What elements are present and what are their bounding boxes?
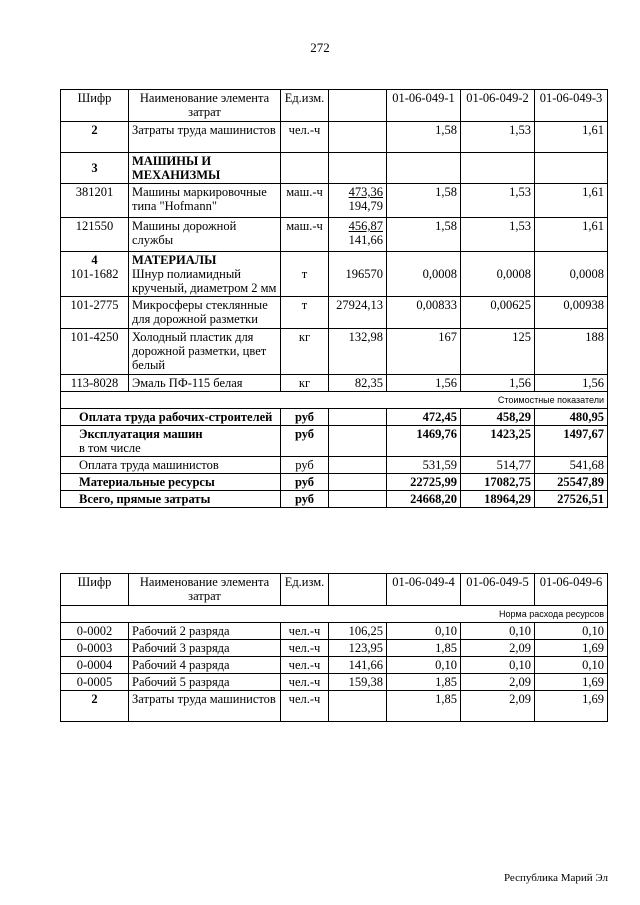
row-code: 121550	[61, 218, 129, 252]
summary-row	[61, 457, 608, 474]
table-row	[61, 657, 608, 674]
value-text: 0,0008	[569, 267, 604, 281]
header-code: Шифр	[61, 90, 129, 122]
row-code: 0-0005	[61, 674, 129, 691]
table-row	[61, 691, 608, 722]
section-title: МАШИНЫ И МЕХАНИЗМЫ	[129, 153, 281, 184]
header-col-1: 01-06-049-4	[387, 574, 461, 606]
row-code: 113-8028	[61, 375, 129, 392]
row-name-material: Шнур полиамидный крученый, диаметром 2 мм	[132, 267, 277, 295]
row-name: Машины маркировочные типа "Hofmann"	[129, 184, 281, 218]
summary-name: Оплата труда рабочих-строителей	[61, 409, 281, 426]
row-unit: кг	[281, 375, 329, 392]
section-row	[61, 252, 608, 297]
summary-price	[329, 426, 387, 457]
summary-value-2: 514,77	[461, 457, 535, 474]
price-labor: 194,79	[348, 199, 383, 213]
row-value-1: 1,85	[387, 640, 461, 657]
summary-value-1: 1469,76	[387, 426, 461, 457]
row-price	[329, 691, 387, 722]
row-unit: маш.-ч	[281, 218, 329, 252]
table-row	[61, 184, 608, 218]
header-name: Наименование элемента затрат	[129, 90, 281, 122]
price-current: 456,87	[348, 219, 383, 233]
summary-price	[329, 491, 387, 508]
row-unit: маш.-ч	[281, 184, 329, 218]
header-col-3: 01-06-049-6	[535, 574, 608, 606]
subheader-row	[61, 606, 608, 623]
summary-name: Всего, прямые затраты	[61, 491, 281, 508]
value-text: 0,0008	[422, 267, 457, 281]
row-value-3: 1,69	[535, 674, 608, 691]
row-value-1: 1,85	[387, 691, 461, 722]
row-value-2	[461, 252, 535, 297]
row-value-2: 0,00625	[461, 297, 535, 329]
row-name: Затраты труда машинистов	[129, 122, 281, 153]
row-price	[329, 184, 387, 218]
footer-region: Республика Марий Эл	[503, 872, 608, 884]
page-number: 272	[310, 40, 330, 55]
summary-row	[61, 474, 608, 491]
row-code: 0-0003	[61, 640, 129, 657]
row-value-3: 1,61	[535, 184, 608, 218]
row-price: 82,35	[329, 375, 387, 392]
summary-value-2: 17082,75	[461, 474, 535, 491]
header-col-3: 01-06-049-3	[535, 90, 608, 122]
summary-name: Материальные ресурсы	[61, 474, 281, 491]
row-code: 381201	[61, 184, 129, 218]
row-value-3	[535, 153, 608, 184]
summary-value-1: 24668,20	[387, 491, 461, 508]
row-value-2	[461, 153, 535, 184]
row-price: 27924,13	[329, 297, 387, 329]
row-unit: чел.-ч	[281, 623, 329, 640]
row-value-3: 0,10	[535, 657, 608, 674]
row-price: 132,98	[329, 329, 387, 375]
summary-value-1: 22725,99	[387, 474, 461, 491]
row-value-1: 0,10	[387, 657, 461, 674]
row-value-2: 1,53	[461, 122, 535, 153]
row-value-1	[387, 252, 461, 297]
row-value-3: 1,69	[535, 691, 608, 722]
summary-name: Оплата труда машинистов	[61, 457, 281, 474]
row-value-1: 0,10	[387, 623, 461, 640]
row-value-3	[535, 252, 608, 297]
row-value-2: 2,09	[461, 691, 535, 722]
row-name: Эмаль ПФ-115 белая	[129, 375, 281, 392]
summary-value-2: 1423,25	[461, 426, 535, 457]
row-value-3: 1,61	[535, 218, 608, 252]
header-price	[329, 90, 387, 122]
row-price	[329, 122, 387, 153]
row-price	[329, 153, 387, 184]
row-price	[329, 218, 387, 252]
table-row	[61, 623, 608, 640]
row-value-1: 167	[387, 329, 461, 375]
row-price: 159,38	[329, 674, 387, 691]
row-code: 2	[61, 691, 129, 722]
row-value-1: 1,56	[387, 375, 461, 392]
row-code: 101-4250	[61, 329, 129, 375]
summary-price	[329, 474, 387, 491]
summary-note: в том числе	[79, 441, 141, 455]
unit-text: т	[301, 267, 308, 281]
row-unit: чел.-ч	[281, 122, 329, 153]
table-row	[61, 329, 608, 375]
value-text: 0,0008	[496, 267, 531, 281]
row-name: Затраты труда машинистов	[129, 691, 281, 722]
row-value-2: 0,10	[461, 623, 535, 640]
summary-name-text: Эксплуатация машин	[79, 427, 203, 441]
row-unit: чел.-ч	[281, 674, 329, 691]
row-name	[129, 252, 281, 297]
section-number: 4	[91, 253, 98, 267]
row-name: Рабочий 4 разряда	[129, 657, 281, 674]
summary-value-2: 18964,29	[461, 491, 535, 508]
summary-value-3: 541,68	[535, 457, 608, 474]
row-unit: чел.-ч	[281, 691, 329, 722]
table-row	[61, 375, 608, 392]
row-value-1: 1,58	[387, 218, 461, 252]
header-unit: Ед.изм.	[281, 574, 329, 606]
row-value-1: 1,58	[387, 122, 461, 153]
header-price	[329, 574, 387, 606]
subheader-row	[61, 392, 608, 409]
row-value-2: 1,53	[461, 184, 535, 218]
row-unit: т	[281, 297, 329, 329]
row-name: Рабочий 2 разряда	[129, 623, 281, 640]
price-labor: 141,66	[348, 233, 383, 247]
row-value-2: 0,10	[461, 657, 535, 674]
row-unit: чел.-ч	[281, 657, 329, 674]
row-value-3: 188	[535, 329, 608, 375]
row-unit: чел.-ч	[281, 640, 329, 657]
row-price: 123,95	[329, 640, 387, 657]
row-price: 106,25	[329, 623, 387, 640]
summary-row	[61, 426, 608, 457]
row-unit	[281, 252, 329, 297]
summary-value-3: 480,95	[535, 409, 608, 426]
row-name: Машины дорожной службы	[129, 218, 281, 252]
header-code: Шифр	[61, 574, 129, 606]
row-value-1	[387, 153, 461, 184]
subheader-label: Стоимостные показатели	[61, 392, 608, 409]
row-value-2: 1,56	[461, 375, 535, 392]
row-name: Рабочий 5 разряда	[129, 674, 281, 691]
subheader-label: Норма расхода ресурсов	[61, 606, 608, 623]
summary-value-3: 27526,51	[535, 491, 608, 508]
row-value-1: 1,58	[387, 184, 461, 218]
summary-value-3: 25547,89	[535, 474, 608, 491]
row-name: Рабочий 3 разряда	[129, 640, 281, 657]
row-value-3: 0,10	[535, 623, 608, 640]
table-header-row	[61, 574, 608, 606]
price-text: 196570	[345, 267, 383, 281]
summary-unit: руб	[281, 426, 329, 457]
row-code: 2	[61, 122, 129, 153]
resource-table-1	[60, 89, 608, 508]
header-col-2: 01-06-049-5	[461, 574, 535, 606]
row-name: Микросферы стеклянные для дорожной разметки	[129, 297, 281, 329]
row-value-3: 1,69	[535, 640, 608, 657]
row-price: 141,66	[329, 657, 387, 674]
summary-value-2: 458,29	[461, 409, 535, 426]
row-code	[61, 252, 129, 297]
table-row	[61, 640, 608, 657]
summary-row	[61, 491, 608, 508]
row-code-material: 101-1682	[70, 267, 119, 281]
row-value-3: 1,56	[535, 375, 608, 392]
summary-row	[61, 409, 608, 426]
header-name: Наименование элемента затрат	[129, 574, 281, 606]
row-unit: кг	[281, 329, 329, 375]
header-col-1: 01-06-049-1	[387, 90, 461, 122]
summary-value-1: 472,45	[387, 409, 461, 426]
row-code: 101-2775	[61, 297, 129, 329]
row-value-2: 125	[461, 329, 535, 375]
row-value-1: 0,00833	[387, 297, 461, 329]
row-code: 0-0002	[61, 623, 129, 640]
header-unit: Ед.изм.	[281, 90, 329, 122]
row-value-2: 1,53	[461, 218, 535, 252]
row-value-3: 0,00938	[535, 297, 608, 329]
summary-value-3: 1497,67	[535, 426, 608, 457]
row-price	[329, 252, 387, 297]
resource-table-2	[60, 573, 608, 722]
summary-unit: руб	[281, 457, 329, 474]
row-code: 0-0004	[61, 657, 129, 674]
table-row	[61, 674, 608, 691]
price-current: 473,36	[348, 185, 383, 199]
section-title: МАТЕРИАЛЫ	[132, 253, 217, 267]
summary-price	[329, 409, 387, 426]
row-value-2: 2,09	[461, 640, 535, 657]
summary-value-1: 531,59	[387, 457, 461, 474]
table-row	[61, 218, 608, 252]
row-code: 3	[61, 153, 129, 184]
table-row	[61, 122, 608, 153]
summary-unit: руб	[281, 474, 329, 491]
row-unit	[281, 153, 329, 184]
row-value-3: 1,61	[535, 122, 608, 153]
header-col-2: 01-06-049-2	[461, 90, 535, 122]
row-name: Холодный пластик для дорожной разметки, цвет белый	[129, 329, 281, 375]
table-row	[61, 297, 608, 329]
summary-name	[61, 426, 281, 457]
summary-unit: руб	[281, 409, 329, 426]
section-row	[61, 153, 608, 184]
summary-unit: руб	[281, 491, 329, 508]
table-header-row	[61, 90, 608, 122]
summary-price	[329, 457, 387, 474]
row-value-2: 2,09	[461, 674, 535, 691]
row-value-1: 1,85	[387, 674, 461, 691]
